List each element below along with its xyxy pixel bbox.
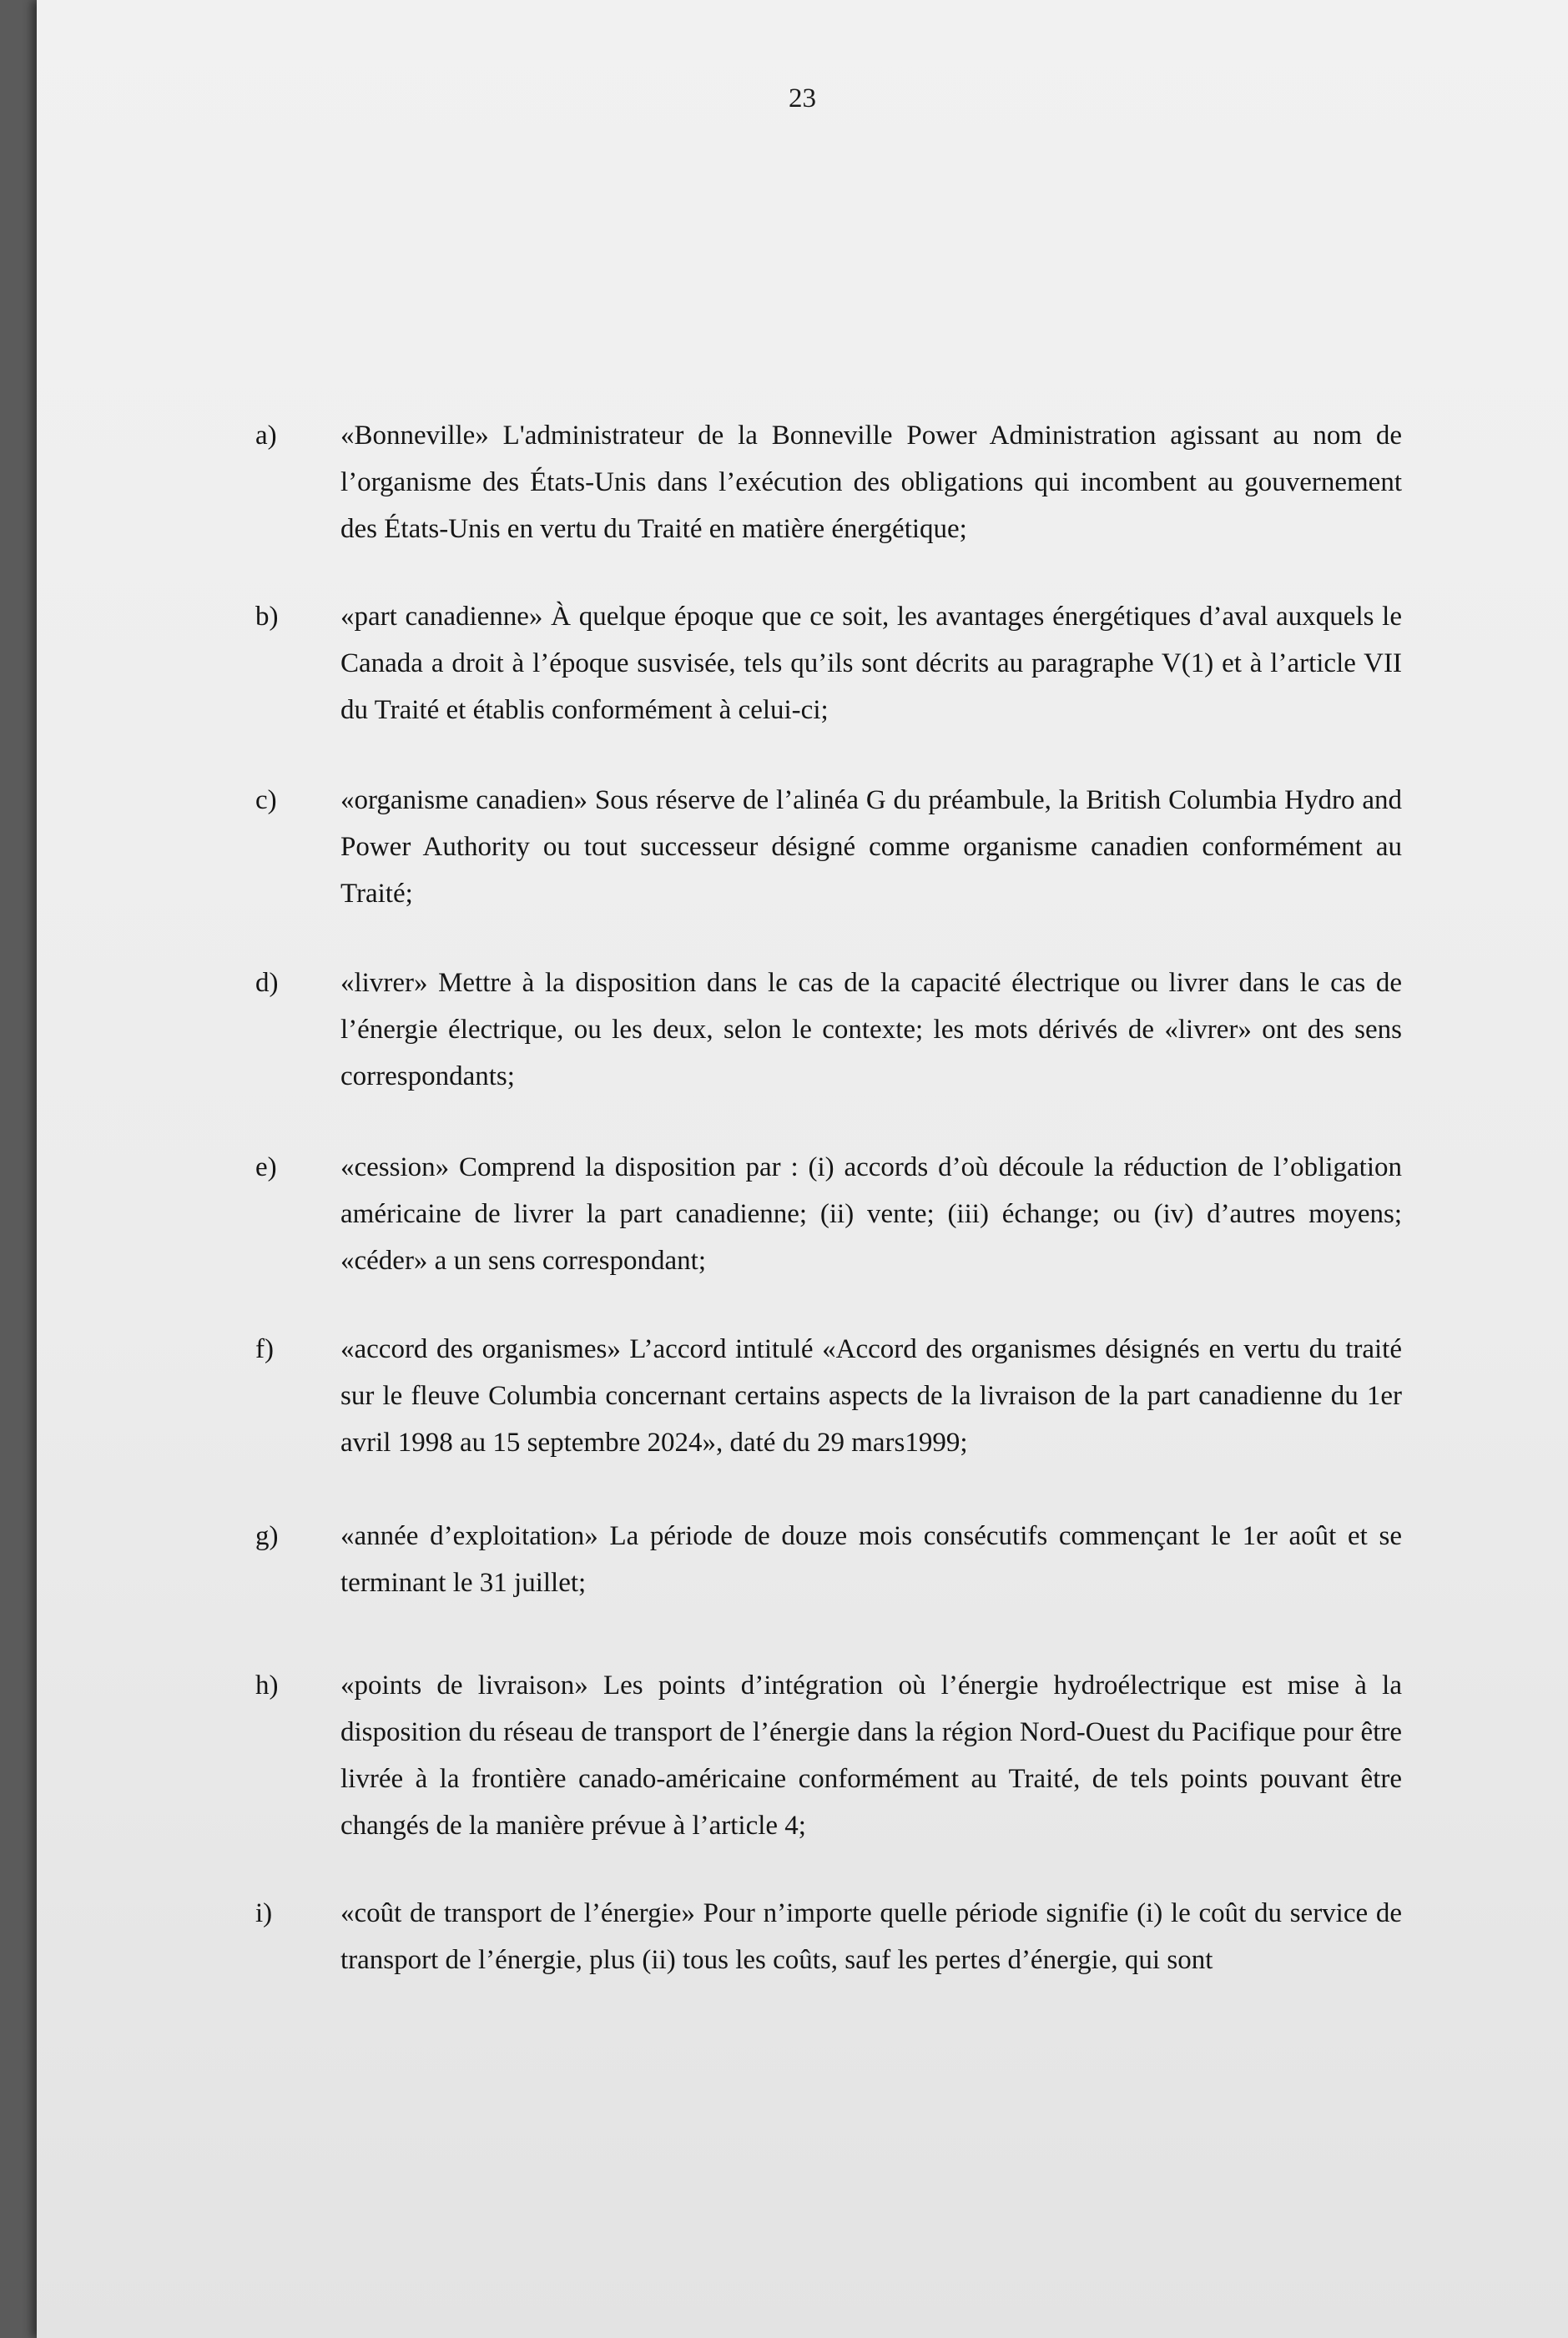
definition-text: «points de livraison» Les points d’intégration où l’énergie hydroélectrique est mise à la disposition du réseau de transport de l’énergie dans la région Nord-Ouest du Pacifique pour être livrée à la frontière canado-américaine conformément au Traité, de tels points pouvant être changés de la manière prévue à l’article 4; bbox=[340, 1670, 1402, 1841]
definition-letter: d) bbox=[255, 968, 279, 998]
definition-letter: i) bbox=[255, 1898, 273, 1928]
definition-letter: f) bbox=[255, 1334, 274, 1364]
definition-text: «livrer» Mettre à la disposition dans le cas de la capacité électrique ou livrer dans le cas de l’énergie électrique, ou les deux, selon le contexte; les mots dérivés de «livrer» ont des sens correspondants; bbox=[340, 968, 1402, 1091]
definition-letter: a) bbox=[255, 421, 277, 451]
document-page bbox=[37, 0, 1568, 2338]
definition-text: «organisme canadien» Sous réserve de l’alinéa G du préambule, la British Columbia Hydro and Power Authority ou tout successeur désigné comme organisme canadien conformément au Traité; bbox=[340, 785, 1402, 909]
definition-letter: h) bbox=[255, 1670, 279, 1701]
definition-letter: c) bbox=[255, 785, 277, 815]
definition-text: «accord des organismes» L’accord intitulé «Accord des organismes désignés en vertu du traité sur le fleuve Columbia concernant certains aspects de la livraison de la part canadienne du 1er avril 1998 au 15 septembre 2024», daté du 29 mars1999; bbox=[340, 1334, 1402, 1458]
definition-text: «Bonneville» L'administrateur de la Bonneville Power Administration agissant au nom de l’organisme des États-Unis dans l’exécution des obligations qui incombent au gouvernement des États-Unis en vertu du Traité en matière énergétique; bbox=[340, 421, 1402, 544]
page-number: 23 bbox=[789, 83, 816, 113]
definition-letter: g) bbox=[255, 1521, 279, 1551]
definition-text: «part canadienne» À quelque époque que ce soit, les avantages énergétiques d’aval auxquels le Canada a droit à l’époque susvisée, tels qu’ils sont décrits au paragraphe V(1) et à l’article VII du Traité et établis conformément à celui-ci; bbox=[340, 602, 1402, 725]
definitions-list bbox=[37, 0, 1568, 2338]
definition-text: «année d’exploitation» La période de douze mois consécutifs commençant le 1er août et se terminant le 31 juillet; bbox=[340, 1521, 1402, 1598]
definition-text: «cession» Comprend la disposition par : (i) accords d’où découle la réduction de l’obligation américaine de livrer la part canadienne; (ii) vente; (iii) échange; ou (iv) d’autres moyens; «céder» a un sens correspondant; bbox=[340, 1152, 1402, 1276]
definition-letter: b) bbox=[255, 602, 279, 632]
definition-text: «coût de transport de l’énergie» Pour n’importe quelle période signifie (i) le coût du service de transport de l’énergie, plus (ii) tous les coûts, sauf les pertes d’énergie, qui sont bbox=[340, 1898, 1402, 1975]
definition-letter: e) bbox=[255, 1152, 277, 1182]
